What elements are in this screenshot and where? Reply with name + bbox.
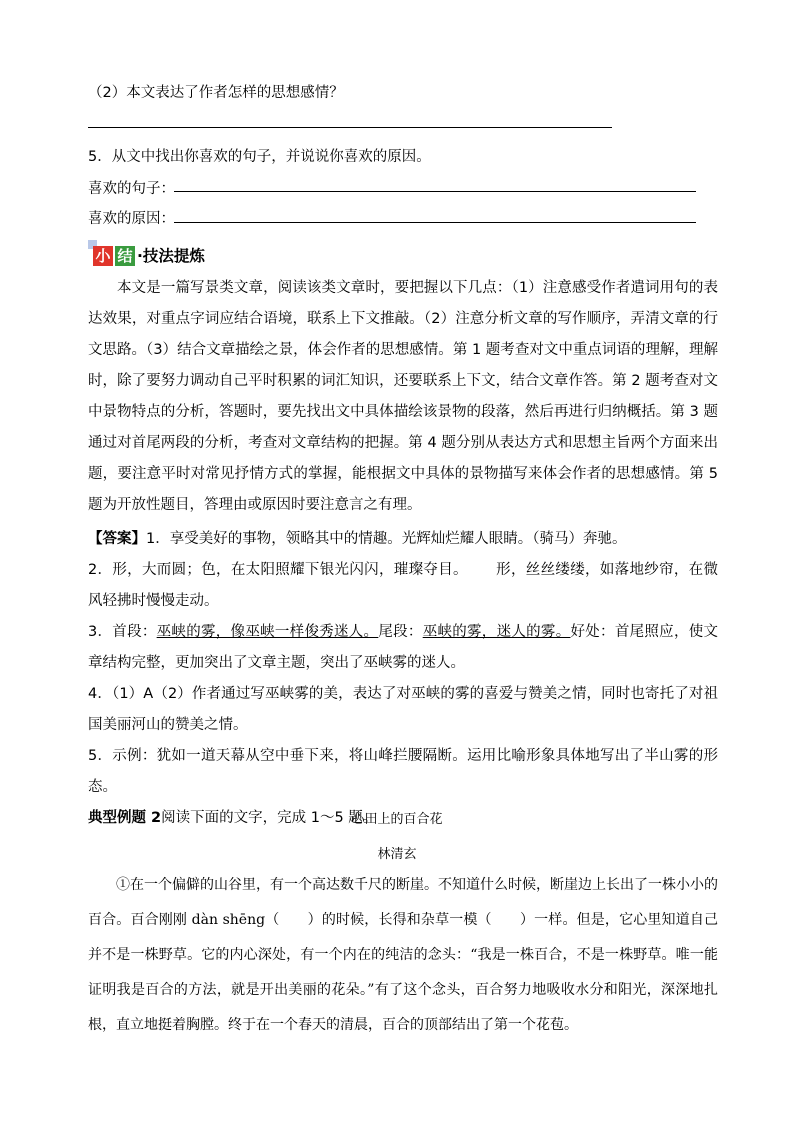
answers-block <box>88 524 718 834</box>
answer-1-text: 1．享受美好的事物，领略其中的情趣。光辉灿烂耀人眼睛。（骑马）奔驰。 <box>146 531 627 547</box>
question-5: 5．从文中找出你喜欢的句子，并说说你喜欢的原因。 <box>88 149 431 165</box>
answer-2-part2: 形，丝丝缕缕，如落地纱帘，在微风轻拂时慢慢走动。 <box>88 562 718 609</box>
question-4-2: （2）本文表达了作者怎样的思想感情？ <box>88 85 344 101</box>
example-label: 典型例题 2 <box>88 810 162 826</box>
q5-sentence-label: 喜欢的句子： <box>88 181 175 197</box>
answer-label: 【答案】 <box>88 531 146 547</box>
example-instruction-text: 阅读下面的文字，完成 1～5 题。 <box>161 810 378 826</box>
answer-3-first-sentence: 巫峡的雾，像巫峡一样俊秀迷人。 <box>156 624 379 640</box>
answer-3-last-sentence: 巫峡的雾，迷人的雾。 <box>422 624 571 640</box>
answer-1 <box>88 524 718 555</box>
tag-xiao: 小 <box>93 246 113 266</box>
answer-2 <box>88 555 718 617</box>
answer-3-rest: 好处：首尾照应，使文章结构完整，更加突出了文章主题，突出了巫峡雾的迷人。 <box>88 624 719 671</box>
story-title: 心田上的百合花 <box>351 812 443 827</box>
answer-line-q4-2 <box>88 127 612 128</box>
answer-3-prefix: 3．首段： <box>88 624 157 640</box>
q5-sentence-line <box>174 191 696 192</box>
story-paragraph-1: ①在一个偏僻的山谷里，有一个高达数千尺的断崖。不知道什么时候，断崖边上长出了一株小小的百合。百合刚刚 dàn shēng（ ）的时候，长得和杂草一模（ ）一样。但是，它心里知道自己并不是一株野草。它的内心深处，有一个内在的纯洁的念头：“我是一株百合，不是一株野草。唯一能证明我是百合的方法，就是开出美丽的花朵。”有了这个念头，百合努力地吸收水分和阳光，深深地扎根，直立地挺着胸膛。终于在一个春天的清晨，百合的顶部结出了第一个花苞。 <box>88 877 718 1033</box>
summary-text: 本文是一篇写景类文章，阅读该类文章时，要把握以下几点：（1）注意感受作者遣词用句的表达效果，对重点字词应结合语境，联系上下文推敲。（2）注意分析文章的写作顺序，弄清文章的行文思路。（3）结合文章描绘之景，体会作者的思想感情。第 1 题考查对文中重点词语的理解，理解时，除了要努力调动自己平时积累的词汇知识，还要联系上下文，结合文章作答。第 2 题考查对文中景物特点的分析，答题时，要先找出文中具体描绘该景物的段落，然后再进行归纳概括。第 3 题通过对首尾两段的分析，考查对文章结构的把握。第 4 题分别从表达方式和思想主旨两个方面来出题，要注意平时对常见抒情方式的掌握，能根据文中具体的景物描写来体会作者的思想感情。第 5 题为开放性题目，答理由或原因时要注意言之有理。 <box>88 280 718 513</box>
story-author: 林清玄 <box>377 847 417 862</box>
answer-3-mid: 尾段： <box>378 624 423 640</box>
q5-reason-line <box>174 222 696 223</box>
tag-jie: 结 <box>115 246 135 266</box>
answer-3 <box>88 617 718 679</box>
story-body <box>88 868 718 1043</box>
summary-paragraph <box>88 273 718 521</box>
answer-2-part1: 2．形，大而圆；色，在太阳照耀下银光闪闪，璀璨夺目。 <box>88 562 468 578</box>
summary-title: ·技法提炼 <box>137 247 205 265</box>
answer-4: 4．（1）A（2）作者通过写巫峡雾的美，表达了对巫峡的雾的喜爱与赞美之情，同时也寄托了对祖国美丽河山的赞美之情。 <box>88 686 718 733</box>
q5-reason-label: 喜欢的原因： <box>88 211 175 227</box>
answer-5: 5．示例：犹如一道天幕从空中垂下来，将山峰拦腰隔断。运用比喻形象具体地写出了半山雾的形态。 <box>88 748 718 795</box>
